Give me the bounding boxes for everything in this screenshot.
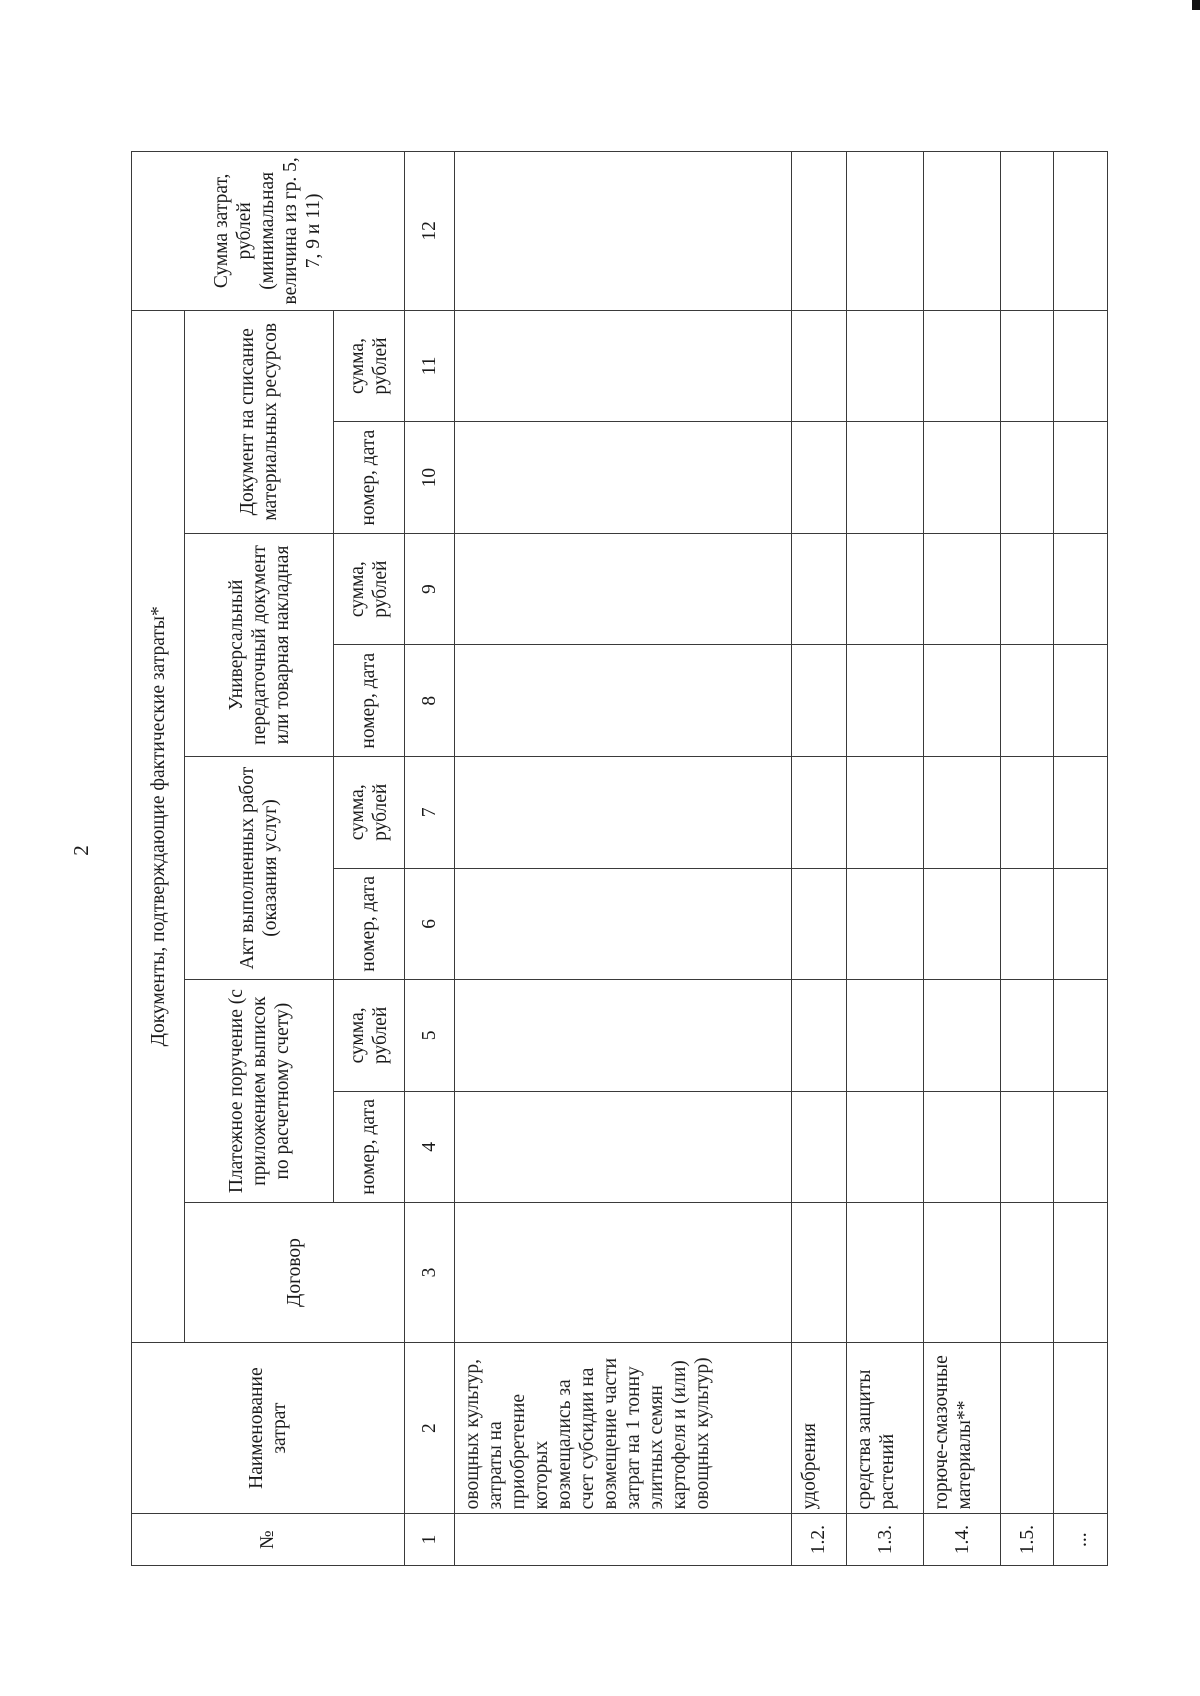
rotated-table-wrapper	[131, 151, 1108, 1566]
subheader-act-sum: сумма, рублей	[334, 756, 405, 868]
header-contract: Договор	[185, 1203, 404, 1343]
header-work-act: Акт выполненных работ (оказания услуг)	[185, 756, 334, 979]
row-number: 1.2.	[791, 1514, 847, 1566]
header-writeoff-document: Документ на списание материальных ресурсов	[185, 310, 334, 533]
cell	[1001, 1203, 1054, 1343]
cell	[1001, 756, 1054, 868]
cell	[1001, 152, 1054, 311]
subheader-upd-num-date: номер, дата	[334, 645, 405, 757]
cell	[1054, 422, 1108, 534]
cell	[924, 422, 1001, 534]
column-number: 2	[404, 1342, 454, 1513]
cell	[1054, 980, 1108, 1092]
table-row	[847, 152, 924, 1566]
column-number: 5	[404, 980, 454, 1092]
cell	[1054, 1091, 1108, 1203]
cell	[924, 310, 1001, 422]
cell	[924, 1091, 1001, 1203]
cell	[454, 422, 791, 534]
cell	[791, 980, 847, 1092]
table-row	[924, 152, 1001, 1566]
column-number: 11	[404, 310, 454, 422]
cell	[1054, 868, 1108, 980]
cell	[791, 645, 847, 757]
cell	[454, 310, 791, 422]
cell	[791, 1203, 847, 1343]
page-number: 2	[68, 845, 93, 856]
cell	[1001, 533, 1054, 645]
header-payment-order: Платежное поручение (с приложением выписок по расчетному счету)	[185, 980, 334, 1203]
cell	[454, 152, 791, 311]
row-number: 1.4.	[924, 1514, 1001, 1566]
subheader-payment-sum: сумма, рублей	[334, 980, 405, 1092]
cell	[1054, 1203, 1108, 1343]
row-expense-name: овощных культур, затраты на приобретение которых возмещались за счет субсидии на возмещение части затрат на 1 тонну элитных семян картофеля и (или) овощных культур)	[454, 1342, 791, 1513]
column-number: 7	[404, 756, 454, 868]
cell	[791, 152, 847, 311]
subheader-payment-num-date: номер, дата	[334, 1091, 405, 1203]
row-number: 1.3.	[847, 1514, 924, 1566]
cell	[847, 422, 924, 534]
cell	[454, 533, 791, 645]
row-number: 1.5.	[1001, 1514, 1054, 1566]
cell	[847, 868, 924, 980]
cell	[1001, 645, 1054, 757]
cell	[791, 868, 847, 980]
cell	[847, 533, 924, 645]
cell	[1054, 645, 1108, 757]
scan-corner-mark	[1192, 0, 1200, 10]
cell	[791, 756, 847, 868]
table-row	[1054, 152, 1108, 1566]
column-number-row	[404, 152, 454, 1566]
cell	[454, 980, 791, 1092]
cell	[847, 1203, 924, 1343]
cell	[847, 756, 924, 868]
cell	[924, 152, 1001, 311]
column-number: 8	[404, 645, 454, 757]
row-expense-name	[1054, 1342, 1108, 1513]
header-expense-name: Наименование затрат	[132, 1342, 405, 1513]
cell	[847, 310, 924, 422]
subheader-upd-sum: сумма, рублей	[334, 533, 405, 645]
table-row	[791, 152, 847, 1566]
cell	[791, 422, 847, 534]
column-number: 12	[404, 152, 454, 311]
expenses-table	[131, 151, 1108, 1566]
cell	[1001, 310, 1054, 422]
cell	[1054, 152, 1108, 311]
row-expense-name: средства защиты растений	[847, 1342, 924, 1513]
header-num: №	[132, 1514, 405, 1566]
column-number: 3	[404, 1203, 454, 1343]
row-expense-name: удобрения	[791, 1342, 847, 1513]
column-number: 6	[404, 868, 454, 980]
cell	[924, 980, 1001, 1092]
cell	[924, 645, 1001, 757]
header-total-sum: Сумма затрат, рублей (минимальная величина из гр. 5, 7, 9 и 11)	[132, 152, 405, 311]
row-number: ...	[1054, 1514, 1108, 1566]
cell	[847, 1091, 924, 1203]
row-expense-name	[1001, 1342, 1054, 1513]
cell	[1054, 756, 1108, 868]
cell	[454, 645, 791, 757]
subheader-writeoff-num-date: номер, дата	[334, 422, 405, 534]
cell	[1054, 310, 1108, 422]
cell	[924, 868, 1001, 980]
column-number: 1	[404, 1514, 454, 1566]
subheader-act-num-date: номер, дата	[334, 868, 405, 980]
header-transfer-document: Универсальный передаточный документ или товарная накладная	[185, 533, 334, 756]
cell	[847, 645, 924, 757]
cell	[791, 533, 847, 645]
subheader-writeoff-sum: сумма, рублей	[334, 310, 405, 422]
cell	[791, 310, 847, 422]
column-number: 10	[404, 422, 454, 534]
cell	[454, 1203, 791, 1343]
table-row	[454, 152, 791, 1566]
header-supporting-documents: Документы, подтверждающие фактические затраты*	[132, 310, 185, 1342]
cell	[924, 756, 1001, 868]
row-number	[454, 1514, 791, 1566]
cell	[454, 1091, 791, 1203]
row-expense-name: горюче-смазочные материалы**	[924, 1342, 1001, 1513]
cell	[1001, 980, 1054, 1092]
cell	[847, 152, 924, 311]
cell	[924, 533, 1001, 645]
cell	[847, 980, 924, 1092]
cell	[454, 756, 791, 868]
column-number: 9	[404, 533, 454, 645]
cell	[791, 1091, 847, 1203]
table-row	[1001, 152, 1054, 1566]
cell	[454, 868, 791, 980]
cell	[1001, 868, 1054, 980]
cell	[1001, 422, 1054, 534]
cell	[924, 1203, 1001, 1343]
cell	[1054, 533, 1108, 645]
column-number: 4	[404, 1091, 454, 1203]
cell	[1001, 1091, 1054, 1203]
